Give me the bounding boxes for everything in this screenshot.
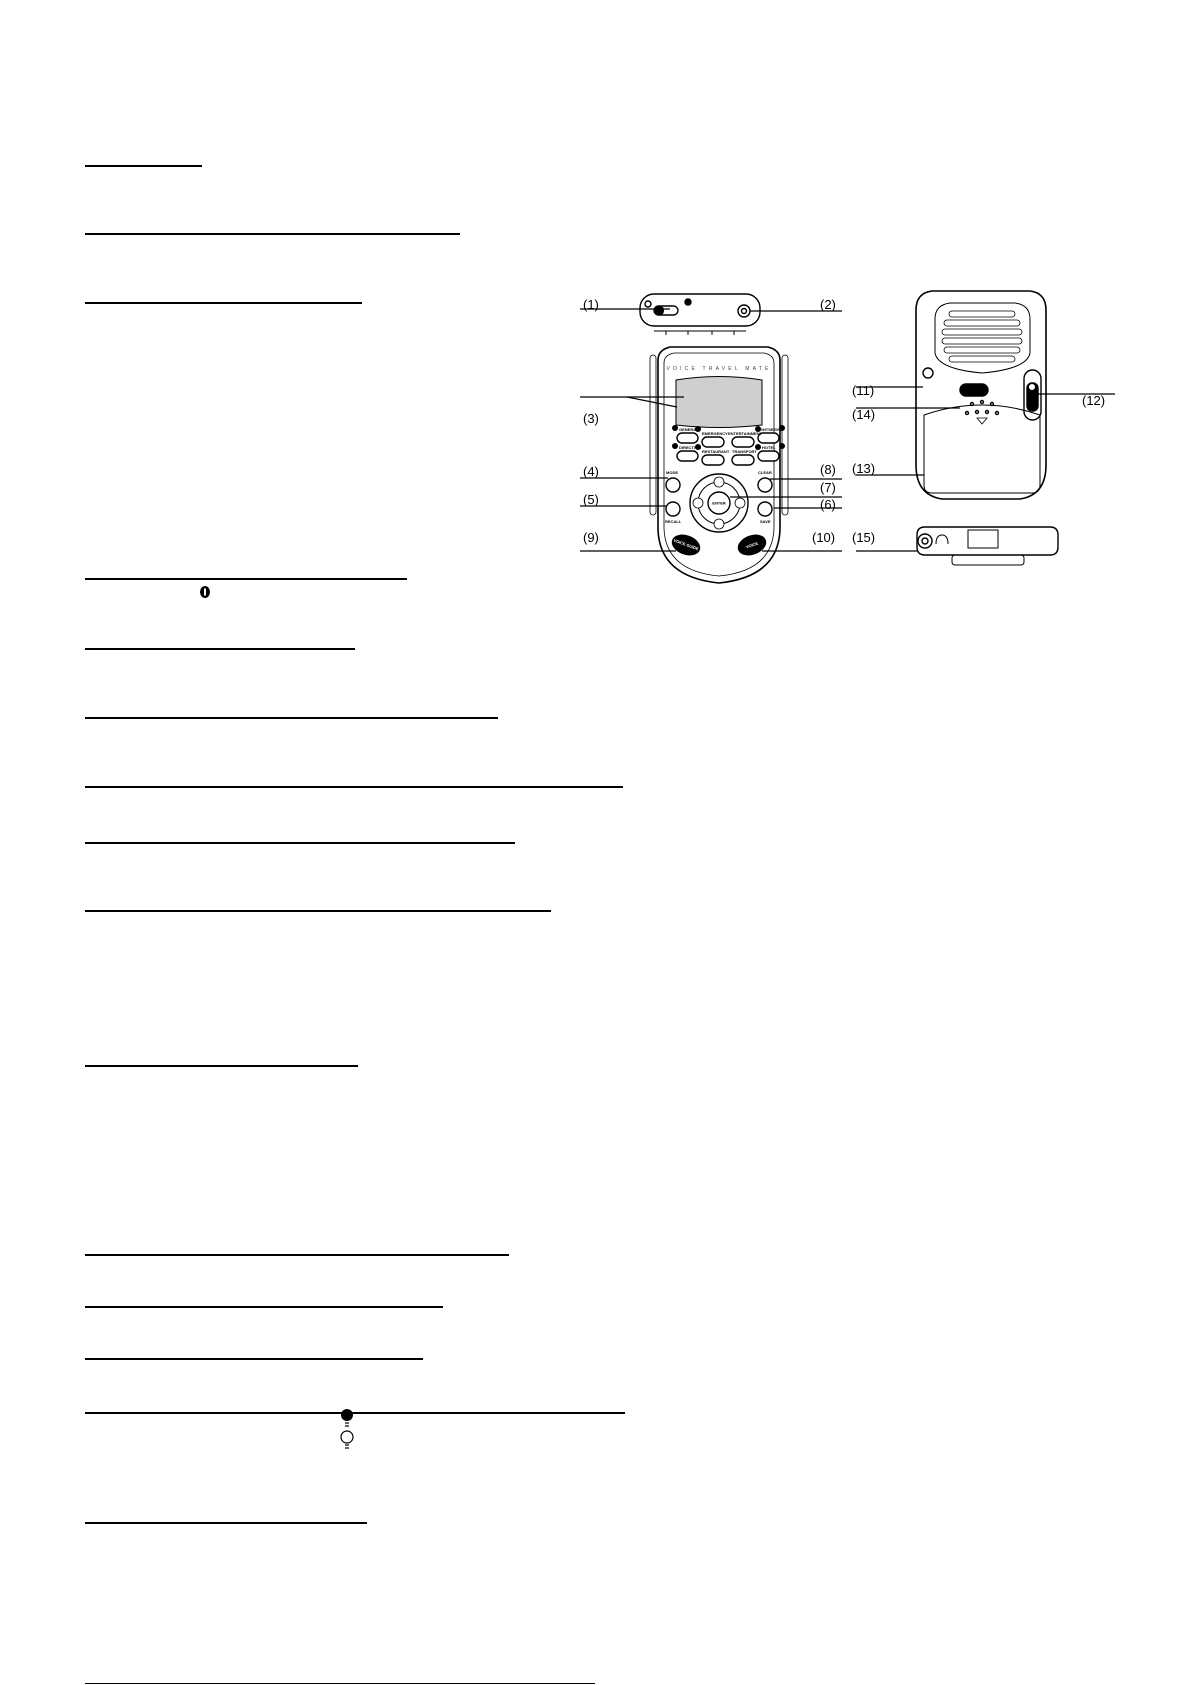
- key-save-label: SAVE: [760, 519, 771, 524]
- callout-10: (10): [812, 530, 836, 545]
- callout-1: (1): [583, 297, 599, 312]
- device-bottom-view: [917, 527, 1058, 565]
- light-on-icon: [340, 1408, 354, 1430]
- info-circle-icon: [199, 585, 211, 599]
- callout-9: (9): [583, 530, 599, 545]
- callout-4: (4): [583, 464, 599, 479]
- section-rule-7: [85, 786, 623, 788]
- callout-11: (11): [852, 383, 875, 398]
- key-voice-label: VOICE: [745, 540, 759, 550]
- section-rule-2: [85, 233, 460, 235]
- section-rule-6: [85, 717, 498, 719]
- callout-3: (3): [583, 411, 599, 426]
- section-rule-12: [85, 1306, 443, 1308]
- callout-14: (14): [852, 407, 876, 422]
- section-rule-13: [85, 1358, 423, 1360]
- callout-2: (2): [820, 297, 836, 312]
- key-entertainment-label: ENTERTAINMENT: [728, 431, 762, 436]
- section-rule-14: [85, 1412, 625, 1414]
- section-rule-4: [85, 578, 407, 580]
- device-back: [916, 291, 1046, 499]
- key-enter-label: ENTER: [712, 500, 726, 506]
- callout-7: (7): [820, 480, 836, 495]
- key-voice-guide-label: VOICE GUIDE: [672, 537, 700, 552]
- handheld-top-view: [640, 294, 760, 335]
- handheld-front: [650, 347, 788, 583]
- callout-15: (15): [852, 530, 876, 545]
- key-direction-label: DIRECTION: [679, 445, 701, 450]
- section-rule-15: [85, 1522, 367, 1524]
- section-rule-5: [85, 648, 355, 650]
- section-rule-10: [85, 1065, 358, 1067]
- key-restaurant-label: RESTAURANT: [702, 449, 730, 454]
- callout-6: (6): [820, 497, 836, 512]
- footer-rule: [85, 1683, 595, 1684]
- section-rule-11: [85, 1254, 509, 1256]
- section-rule-8: [85, 842, 515, 844]
- section-rule-9: [85, 910, 551, 912]
- key-hotel-label: HOTEL: [762, 445, 776, 450]
- key-clear-label: CLEAR: [758, 470, 772, 475]
- callout-8: (8): [820, 462, 836, 477]
- section-rule-3: [85, 302, 362, 304]
- key-mode-label: MODE: [666, 470, 678, 475]
- callout-13: (13): [852, 461, 876, 476]
- section-rule-1: [85, 165, 202, 167]
- callout-5: (5): [583, 492, 599, 507]
- device-brand-text: VOICE TRAVEL MATE: [666, 366, 772, 372]
- device-diagram: [580, 285, 1120, 605]
- callout-12: (12): [1082, 393, 1106, 408]
- key-emergency-label: EMERGENCY: [702, 431, 728, 436]
- key-recall-label: RECALL: [665, 519, 682, 524]
- key-sightseeing-label: SIGHTSEEING: [756, 427, 784, 432]
- key-transport-label: TRANSPORT: [732, 449, 757, 454]
- key-general-label: GENERAL: [679, 427, 699, 432]
- light-off-icon: [340, 1430, 354, 1452]
